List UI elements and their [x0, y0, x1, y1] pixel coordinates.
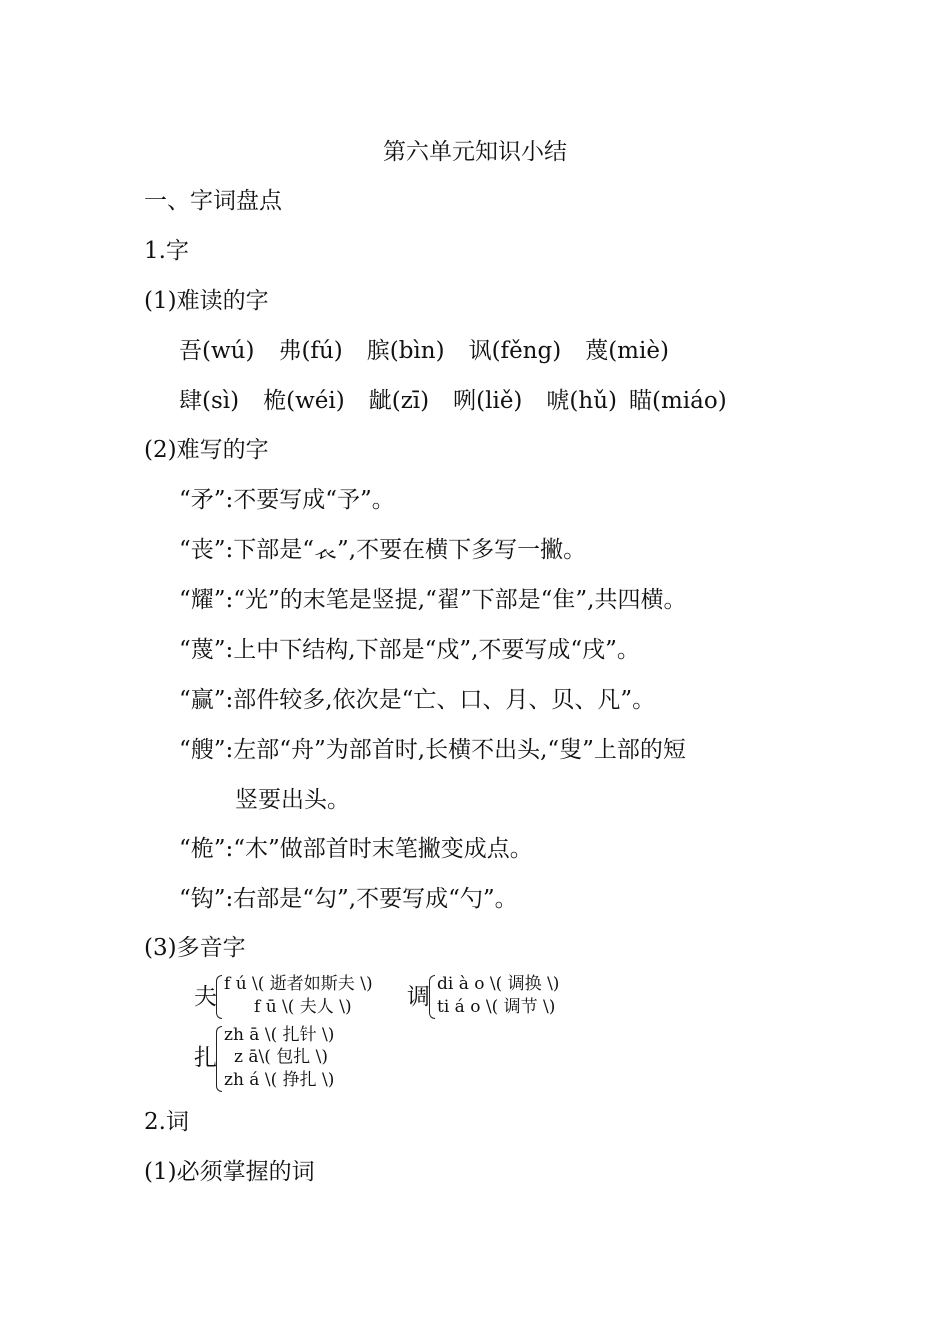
polyphone-reading: f ú \( 逝者如斯夫 \): [224, 974, 373, 994]
pinyin-item: 讽(fěng): [468, 338, 562, 364]
polyphone-group-diao: [407, 972, 587, 1024]
polyphone-reading: zh á \( 挣扎 \): [224, 1070, 335, 1090]
writing-tip-continuation: 竖要出头。: [235, 787, 350, 813]
writing-tip: “钩”:右部是“勾”,不要写成“勺”。: [179, 886, 518, 912]
heading-hard-to-read: (1)难读的字: [144, 288, 269, 314]
writing-tip: “艘”:左部“舟”为部首时,长横不出头,“叟”上部的短: [179, 737, 686, 763]
pinyin-item: 肆(sì): [179, 388, 240, 414]
brace-icon: [216, 1026, 222, 1092]
pinyin-item: 瞄(miáo): [629, 388, 727, 414]
polyphone-reading: f ū \( 夫人 \): [254, 997, 352, 1017]
writing-tip: “矛”:不要写成“予”。: [179, 487, 395, 513]
pinyin-item: 蔑(miè): [585, 338, 669, 364]
polyphone-reading: di à o \( 调换 \): [437, 974, 560, 994]
pinyin-item: 咧(liě): [453, 388, 523, 414]
polyphone-char: 调: [407, 984, 430, 1010]
polyphone-reading: z ā\( 包扎 \): [234, 1047, 329, 1067]
writing-tip: “桅”:“木”做部首时末笔撇变成点。: [179, 836, 533, 862]
pinyin-item: 膑(bìn): [366, 338, 445, 364]
subheading-words: 2.词: [144, 1109, 189, 1135]
pinyin-item: 桅(wéi): [263, 388, 345, 414]
pinyin-row-1: [179, 336, 669, 366]
pinyin-item: 弗(fú): [278, 338, 343, 364]
heading-must-know-words: (1)必须掌握的词: [144, 1159, 315, 1185]
polyphone-reading: ti á o \( 调节 \): [437, 997, 556, 1017]
polyphone-reading: zh ā \( 扎针 \): [224, 1025, 335, 1045]
polyphone-char: 扎: [194, 1045, 217, 1071]
pinyin-item: 龇(zī): [368, 388, 430, 414]
writing-tip: “蔑”:上中下结构,下部是“戍”,不要写成“戌”。: [179, 637, 640, 663]
subheading-characters: 1.字: [144, 238, 189, 264]
pinyin-row-2: [179, 386, 727, 416]
writing-tip: “丧”:下部是“𧘇”,不要在横下多写一撇。: [179, 537, 587, 563]
polyphone-group-fu: [194, 972, 404, 1024]
polyphone-char: 夫: [194, 984, 217, 1010]
writing-tip: “赢”:部件较多,依次是“亡、口、月、贝、凡”。: [179, 687, 656, 713]
heading-polyphones: (3)多音字: [144, 935, 246, 961]
section-heading-words: 一、字词盘点: [144, 188, 282, 214]
page-title: 第六单元知识小结: [383, 139, 567, 165]
polyphone-group-zha: [194, 1022, 374, 1094]
pinyin-item: 吾(wú): [179, 338, 255, 364]
heading-hard-to-write: (2)难写的字: [144, 437, 269, 463]
pinyin-item: 唬(hǔ): [546, 388, 617, 414]
writing-tip: “耀”:“光”的末笔是竖提,“翟”下部是“隹”,共四横。: [179, 587, 687, 613]
brace-icon: [216, 975, 222, 1019]
brace-icon: [429, 975, 435, 1019]
